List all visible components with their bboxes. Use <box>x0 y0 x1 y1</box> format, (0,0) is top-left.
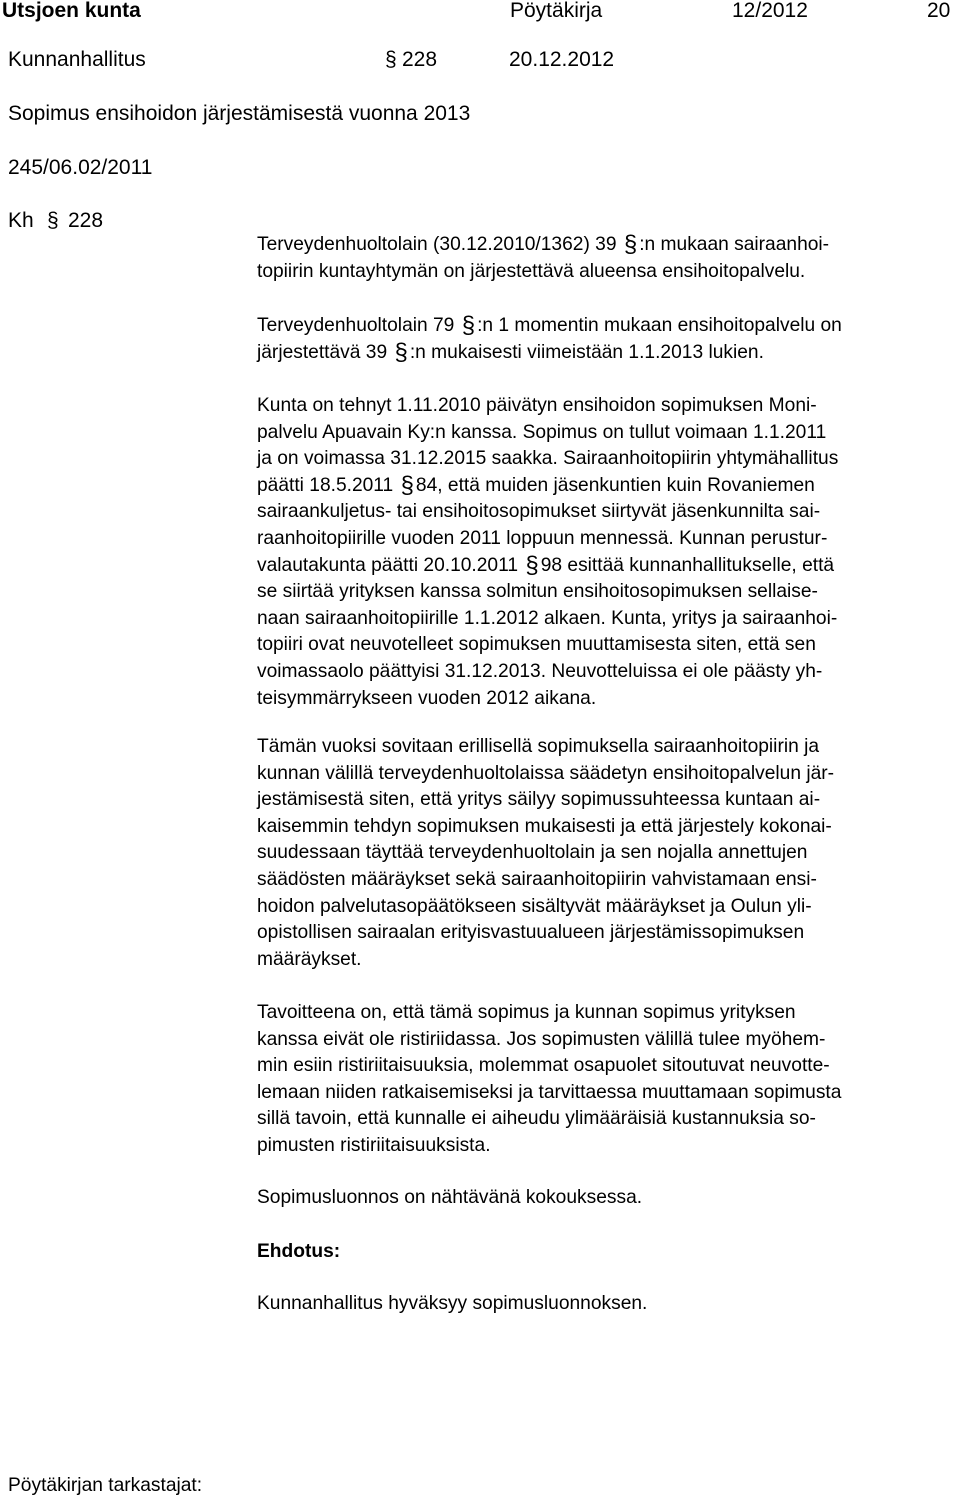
text-line: lemaan niiden ratkaisemiseksi ja tarvittaessa muuttamaan sopimusta <box>257 1081 842 1103</box>
section-symbol: § <box>623 231 638 258</box>
text-line: järjestettävä 39 <box>257 341 388 363</box>
text-line: min esiin ristiriitaisuuksia, molemmat osapuolet sitoutuvat neuvotte- <box>257 1055 830 1077</box>
section-symbol: § <box>461 312 476 339</box>
text-line: sairaankuljetus- tai ensihoitosopimukset siirtyvät jäsenkunnilta sai- <box>257 501 821 523</box>
text-line: 84, että muiden jäsenkuntien kuin Rovaniemen <box>415 474 815 496</box>
paragraph-background <box>257 393 957 712</box>
issue-number: 12/2012 <box>732 0 808 22</box>
text-line: hoidon palvelutasopäätökseen sisältyvät määräykset ja Oulun yli- <box>257 895 812 917</box>
text-line: naan sairaanhoitopiirille 1.1.2012 alkaen. Kunta, yritys ja sairaanhoi- <box>257 607 838 629</box>
text-line: topiiri ovat neuvotelleet sopimuksen muuttamisesta siten, että sen <box>257 634 816 656</box>
section-number: 228 <box>402 48 438 71</box>
kh-section-symbol: § <box>47 209 59 232</box>
text-line: sillä tavoin, että kunnalle ei aiheudu ylimääräisiä kustannuksia so- <box>257 1108 816 1130</box>
paragraph-objective <box>257 1000 957 1160</box>
paragraph-deadline <box>257 313 957 366</box>
proposal-label <box>257 1239 957 1266</box>
text-line: raanhoitopiirille vuoden 2011 loppuun mennessä. Kunnan perustur- <box>257 527 828 549</box>
text-line: kaisemmin tehdyn sopimuksen mukaisesti ja että järjestely kokonai- <box>257 815 832 837</box>
text-line: Tämän vuoksi sovitaan erillisellä sopimuksella sairaanhoitopiirin ja <box>257 736 820 757</box>
text-line: palvelu Apuavain Ky:n kanssa. Sopimus on tullut voimaan 1.1.2011 <box>257 421 827 443</box>
text-line: Tavoitteena on, että tämä sopimus ja kunnan sopimus yrityksen <box>257 1002 796 1023</box>
text-line: pimusten ristiriitaisuuksista. <box>257 1134 491 1156</box>
text-line: 98 esittää kunnanhallitukselle, että <box>540 554 835 576</box>
text-line: :n 1 momentin mukaan ensihoitopalvelu on <box>477 315 842 336</box>
paragraph-draft-available <box>257 1185 957 1212</box>
text-line: Terveydenhuoltolain (30.12.2010/1362) 39 <box>257 234 617 255</box>
reference-number: 245/06.02/2011 <box>8 156 153 179</box>
text-line: säädösten määräykset sekä sairaanhoitopiirin vahvistamaan ensi- <box>257 868 817 890</box>
text-line: Kunta on tehnyt 1.11.2010 päivätyn ensihoidon sopimuksen Moni- <box>257 395 817 416</box>
paragraph-legal-basis <box>257 232 957 285</box>
text-line: suudessaan täyttää terveydenhuoltolain ja sen nojalla annettujen <box>257 842 808 864</box>
section-symbol: § <box>400 471 414 499</box>
document-type: Pöytäkirja <box>510 0 603 22</box>
reviewers-label: Pöytäkirjan tarkastajat: <box>8 1475 203 1496</box>
organization-name: Utsjoen kunta <box>2 0 141 22</box>
meeting-date: 20.12.2012 <box>509 48 615 71</box>
text-line: Sopimusluonnos on nähtävänä kokouksessa. <box>257 1187 643 1208</box>
agenda-subject: Sopimus ensihoidon järjestämisestä vuonna 2013 <box>8 102 471 125</box>
text-line: kunnan välillä terveydenhuoltolaissa säädetyn ensihoitopalvelun jär- <box>257 762 835 784</box>
page-number: 20 <box>927 0 951 22</box>
proposal-text-line: Kunnanhallitus hyväksyy sopimusluonnoksen. <box>257 1293 648 1314</box>
kh-number: 228 <box>68 209 104 232</box>
text-line: jestämisestä siten, että yritys säilyy sopimussuhteessa kuntaan ai- <box>257 789 821 811</box>
body-name: Kunnanhallitus <box>8 48 146 71</box>
text-line: :n mukaisesti viimeistään 1.1.2013 lukien. <box>409 341 764 363</box>
text-line: päätti 18.5.2011 <box>257 474 394 496</box>
text-line: ja on voimassa 31.12.2015 saakka. Sairaanhoitopiirin yhtymähallitus <box>257 448 839 470</box>
text-line: opistollisen sairaalan erityisvastuualueen järjestämissopimuksen <box>257 922 805 944</box>
kh-label: Kh <box>8 209 34 232</box>
text-line: voimassaolo päättyisi 31.12.2013. Neuvotteluissa ei ole päästy yh- <box>257 660 823 682</box>
text-line: Terveydenhuoltolain 79 <box>257 315 455 336</box>
paragraph-agreement <box>257 734 957 973</box>
section-symbol: § <box>394 338 408 366</box>
section-symbol: § <box>385 48 397 71</box>
text-line: määräykset. <box>257 948 362 970</box>
proposal-label-text: Ehdotus: <box>257 1241 341 1262</box>
text-line: topiirin kuntayhtymän on järjestettävä alueensa ensihoitopalvelu. <box>257 260 806 282</box>
text-line: :n mukaan sairaanhoi- <box>639 234 830 255</box>
text-line: valautakunta päätti 20.10.2011 <box>257 554 519 576</box>
text-line: kanssa eivät ole ristiriidassa. Jos sopimusten välillä tulee myöhem- <box>257 1028 826 1050</box>
text-line: teisymmärrykseen vuoden 2012 aikana. <box>257 687 597 709</box>
proposal-text <box>257 1291 957 1318</box>
text-line: se siirtää yrityksen kanssa solmitun ensihoitosopimuksen sellaise- <box>257 581 818 603</box>
section-symbol: § <box>525 551 539 579</box>
